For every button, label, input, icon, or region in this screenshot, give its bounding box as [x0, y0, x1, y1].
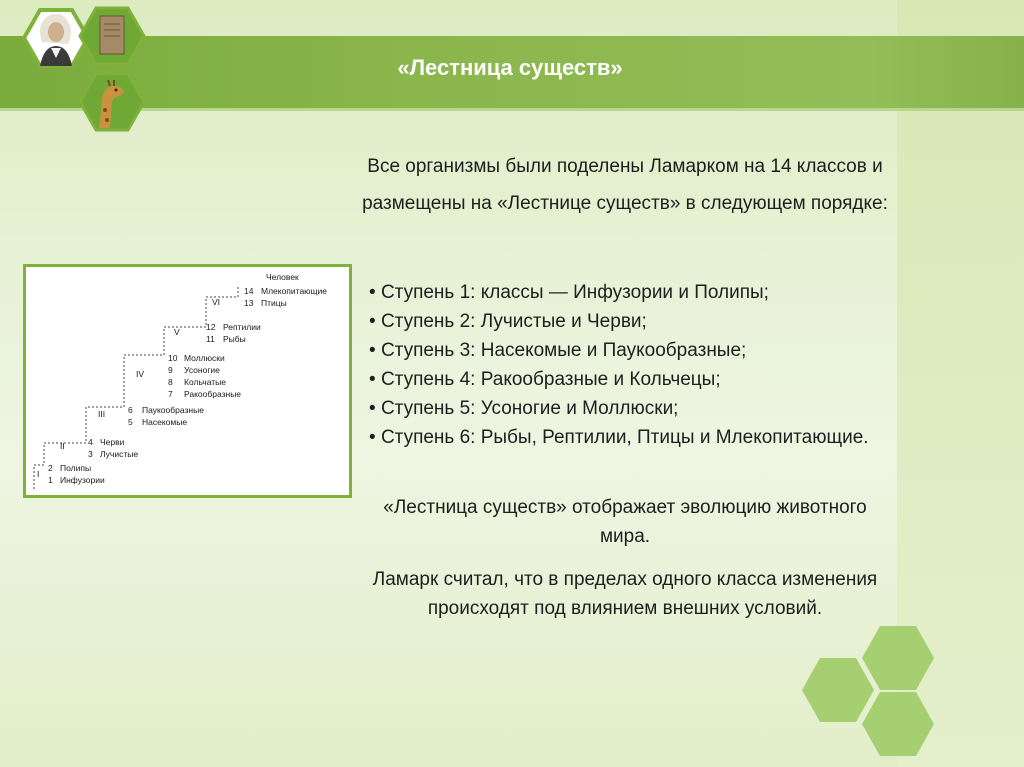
class-number: 4 [88, 437, 93, 447]
hexagon-shape-icon [802, 658, 874, 722]
class-name: Рептилии [223, 322, 261, 332]
diagram-top-label: Человек [266, 272, 299, 282]
level-numeral-3: III [98, 409, 106, 419]
class-number: 8 [168, 377, 173, 387]
class-name: Усоногие [184, 365, 220, 375]
class-number: 1 [48, 475, 53, 485]
old-book-icon [100, 16, 124, 54]
slide-title: «Лестница существ» [397, 55, 623, 80]
class-name: Ракообразные [184, 389, 242, 399]
step-item-1: • Ступень 1: классы — Инфузории и Полипы; [369, 278, 889, 307]
evolution-paragraph: «Лестница существ» отображает эволюцию животного мира. [383, 497, 867, 547]
class-number: 5 [128, 417, 133, 427]
class-number: 12 [206, 322, 216, 332]
level-numeral-4: IV [136, 369, 145, 379]
hexagon-portraits-decoration [4, 0, 154, 142]
class-name: Рыбы [223, 334, 246, 344]
class-name: Насекомые [142, 417, 188, 427]
level-numeral-2: II [60, 441, 65, 451]
class-number: 7 [168, 389, 173, 399]
portrait-icon [40, 14, 72, 66]
class-name: Млекопитающие [261, 286, 328, 296]
class-name: Черви [100, 437, 125, 447]
class-number: 3 [88, 449, 93, 459]
class-name: Моллюски [184, 353, 225, 363]
steps-list [369, 278, 889, 452]
step-item-3: • Ступень 3: Насекомые и Паукообразные; [369, 336, 889, 365]
class-name: Паукообразные [142, 405, 204, 415]
class-name: Инфузории [60, 475, 105, 485]
class-number: 14 [244, 286, 254, 296]
ladder-diagram-svg [26, 267, 349, 495]
class-number: 13 [244, 298, 254, 308]
class-name: Лучистые [100, 449, 139, 459]
level-numeral-1: I [37, 469, 40, 479]
step-item-5: • Ступень 5: Усоногие и Моллюски; [369, 394, 889, 423]
class-number: 2 [48, 463, 53, 473]
step-item-6: • Ступень 6: Рыбы, Рептилии, Птицы и Млекопитающие. [369, 423, 889, 452]
class-name: Птицы [261, 298, 287, 308]
step-item-4: • Ступень 4: Ракообразные и Кольчецы; [369, 365, 889, 394]
class-number: 6 [128, 405, 133, 415]
hexagons-decoration-bottom [800, 620, 942, 762]
hexagon-shape-icon [862, 692, 934, 756]
class-name: Полипы [60, 463, 92, 473]
class-number: 10 [168, 353, 178, 363]
level-numeral-6: VI [212, 297, 221, 307]
class-number: 9 [168, 365, 173, 375]
lamarck-paragraph: Ламарк считал, что в пределах одного класса изменения происходят под влиянием внешних условий. [372, 569, 878, 619]
intro-paragraph: Все организмы были поделены Ламарком на 14 классов и размещены на «Лестнице существ» в следующем порядке: [362, 156, 888, 214]
level-numeral-5: V [174, 327, 180, 337]
class-name: Кольчатые [184, 377, 227, 387]
step-item-2: • Ступень 2: Лучистые и Черви; [369, 307, 889, 336]
hexagon-shape-icon [862, 626, 934, 690]
class-number: 11 [206, 334, 215, 344]
ladder-diagram [23, 264, 352, 498]
